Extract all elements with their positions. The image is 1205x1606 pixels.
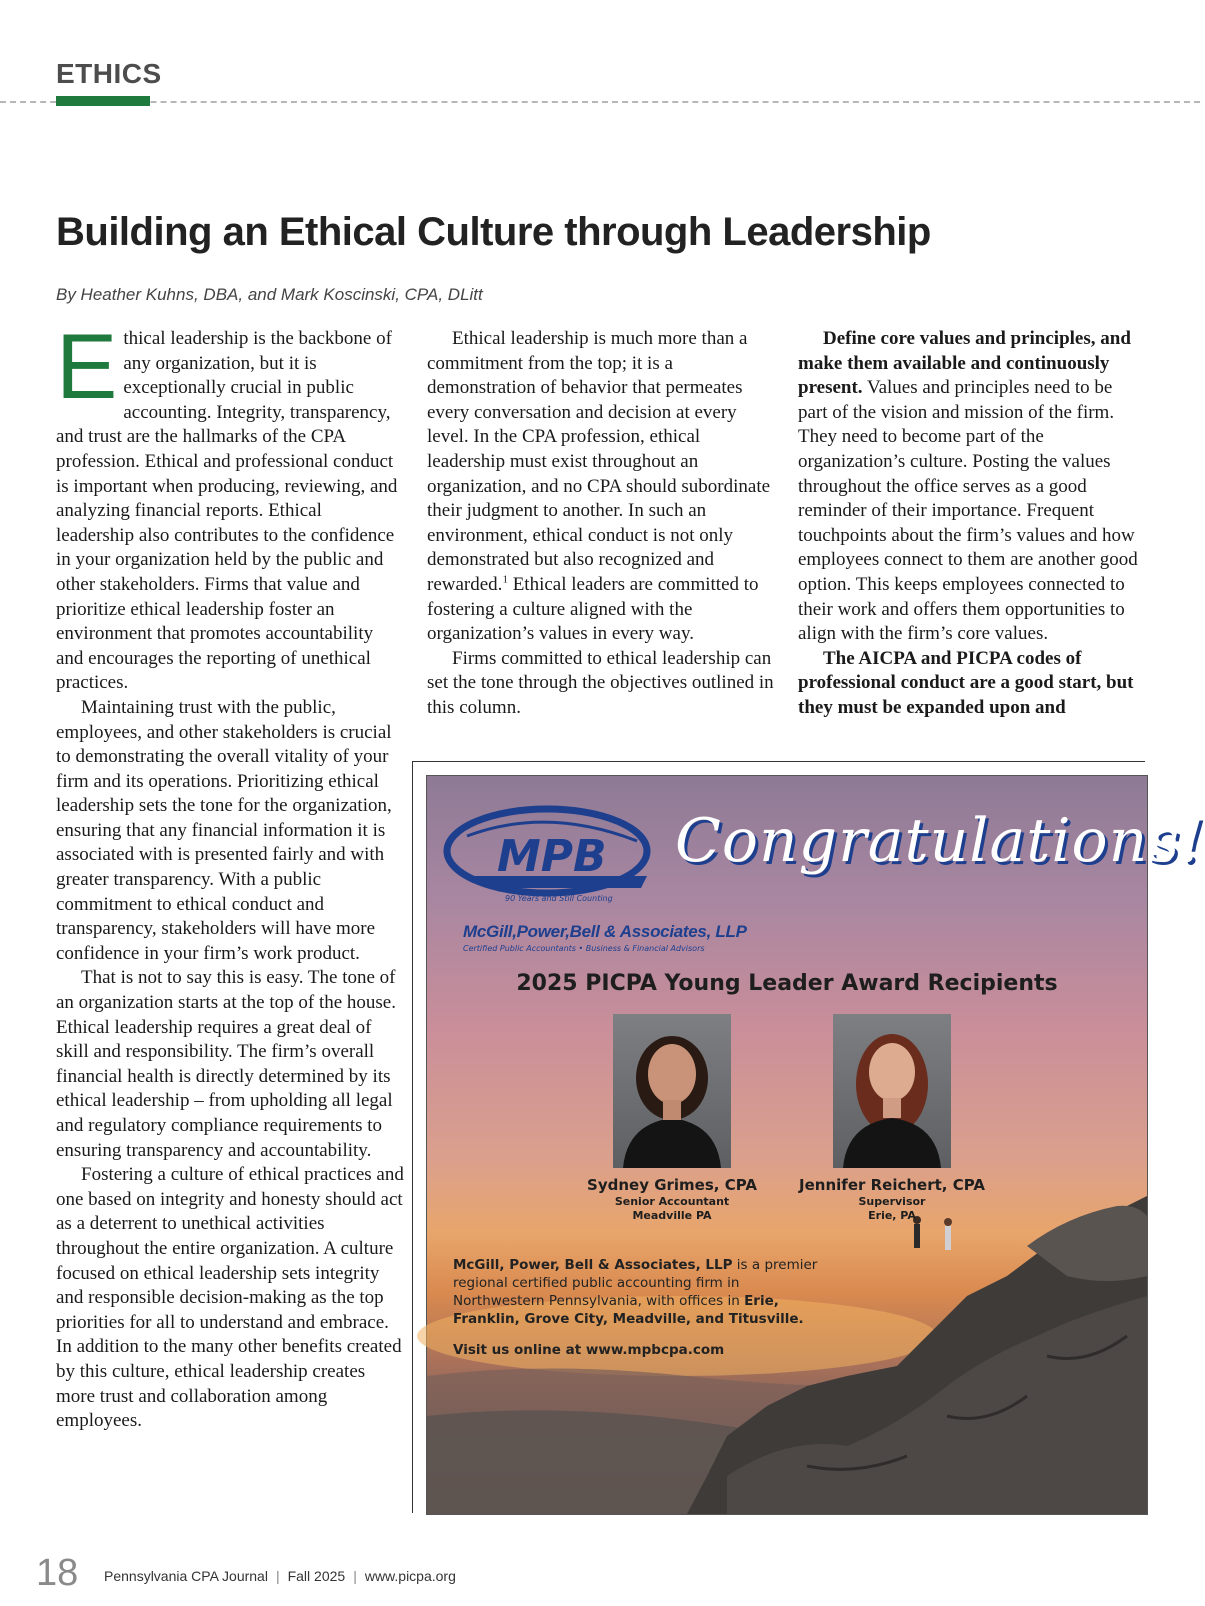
paragraph-text: Ethical leaders are committed to fostering a culture aligned with the organization’s values in every way.	[427, 573, 759, 645]
section-label: ETHICS	[56, 58, 162, 89]
recipient-title: Senior Accountant	[614, 1195, 730, 1208]
paragraph: Maintaining trust with the public, employees, and other stakeholders is crucial to demonstrating the overall vitality of your firm and its operations. Prioritizing ethical leadership sets the tone for the organization, ensuring that any financial information it is associated with is presented fairly and with greater transparency. With a public commitment to ethical conduct and transparency, stakeholders will have more confidence in your firm’s work product.	[56, 696, 392, 964]
issue-label: Fall 2025	[287, 1568, 346, 1584]
paragraph	[56, 316, 404, 696]
firm-name: McGill,Power,Bell & Associates, LLP	[463, 922, 747, 941]
recipient-location: Meadville PA	[632, 1209, 712, 1222]
paragraph-text: Ethical leadership is much more than a commitment from the top; it is a demonstration of behavior that permeates every conversation and decision at every level. In the CPA profession, ethical leadership must exist throughout an organization, and no CPA should subordinate their judgment to another. In such an environment, ethical conduct is not only demonstrated but also recognized and rewarded.	[427, 328, 771, 595]
ad-office-list: Erie, Franklin, Grove City, Meadville, and Titusville.	[453, 1293, 804, 1327]
logo-tagline: 90 Years and Still Counting	[505, 894, 613, 903]
article-headline: Building an Ethical Culture through Leadership	[56, 210, 931, 254]
recipient-location: Erie, PA	[868, 1209, 916, 1222]
article-column-3	[798, 327, 1146, 721]
footnote-ref: 1	[502, 573, 508, 586]
ad-website: Visit us online at www.mpbcpa.com	[453, 1342, 725, 1358]
ad-body-sentence: is a premier regional certified public accounting firm in Northwestern Pennsylvania, with offices in	[453, 1257, 818, 1309]
ad-body-text	[453, 1256, 833, 1328]
recipient-name: Jennifer Reichert, CPA	[799, 1176, 985, 1194]
footer-url: www.picpa.org	[364, 1568, 456, 1584]
paragraph: That is not to say this is easy. The tone of an organization starts at the top of the house. Ethical leadership requires a great deal of skill and responsibility. The firm’s overall financial health is directly determined by its ethical leadership – from upholding all legal and regulatory compliance requirements to ensuring transparency and accountability.	[56, 967, 396, 1161]
drop-cap: E	[56, 316, 118, 418]
paragraph-lead: The AICPA and PICPA codes of professional conduct are a good start, but they must be expanded upon and	[798, 647, 1134, 718]
page-number: 18	[36, 1552, 79, 1594]
ad-frame-left	[412, 761, 413, 1513]
paragraph-text: thical leadership is the backbone of any organization, but it is exceptionally crucial in public accounting. Integrity, transparency, and trust are the hallmarks of the CPA profession. Ethical and professional conduct is important when producing, reviewing, and analyzing financial reports. Ethical leadership also contributes to the confidence in your organization held by the public and other stakeholders. Firms that value and prioritize ethical leadership foster an environment that promotes accountability and encourages the reporting of unethical practices.	[56, 328, 398, 694]
firm-tagline: Certified Public Accountants • Business & Financial Advisors	[463, 944, 705, 953]
recipient-name: Sydney Grimes, CPA	[587, 1176, 757, 1194]
section-divider	[0, 101, 1200, 103]
page-footer: Pennsylvania CPA Journal | Fall 2025 | www.picpa.org	[104, 1568, 456, 1584]
ad-firm-name-bold: McGill, Power, Bell & Associates, LLP	[453, 1257, 733, 1273]
recipient-title: Supervisor	[858, 1195, 926, 1208]
congratulations-script: Congratulations!	[675, 806, 1205, 876]
paragraph	[427, 327, 775, 647]
paragraph-text: Values and principles need to be part of the vision and mission of the firm. They need to become part of the organization’s culture. Posting the values throughout the office serves as a good reminder of their importance. Frequent touchpoints about the firm’s values and how employees connect to them are another good option. This keeps employees connected to their work and offers them opportunities to align with the firm’s core values.	[798, 377, 1138, 645]
award-heading: 2025 PICPA Young Leader Award Recipients	[516, 971, 1058, 996]
recipient-photo	[613, 1014, 731, 1168]
article-byline: By Heather Kuhns, DBA, and Mark Koscinski, CPA, DLitt	[56, 285, 483, 304]
paragraph	[798, 327, 1146, 647]
ad-background-art	[427, 776, 1147, 1514]
publication-name: Pennsylvania CPA Journal	[104, 1568, 268, 1584]
paragraph-lead: Define core values and principles, and make them available and continuously present.	[798, 328, 1131, 399]
advertisement	[426, 775, 1205, 1515]
ad-frame-top	[412, 761, 1145, 762]
section-accent-bar	[56, 96, 150, 106]
recipient-photo	[833, 1014, 951, 1168]
article-column-2	[427, 327, 775, 721]
mpb-logo-letters: MPB	[497, 831, 607, 882]
paragraph: Firms committed to ethical leadership can set the tone through the objectives outlined in this column.	[427, 647, 774, 718]
paragraph: Fostering a culture of ethical practices and one based on integrity and honesty should act as a deterrent to unethical activities throughout the entire organization. A culture focused on ethical leadership sets integrity and responsible decision-making as the top priorities for all to understand and embrace. In addition to the many other benefits created by this culture, ethical leadership creates more trust and collaboration among employees.	[56, 1164, 404, 1432]
article-column-1	[56, 316, 404, 1434]
